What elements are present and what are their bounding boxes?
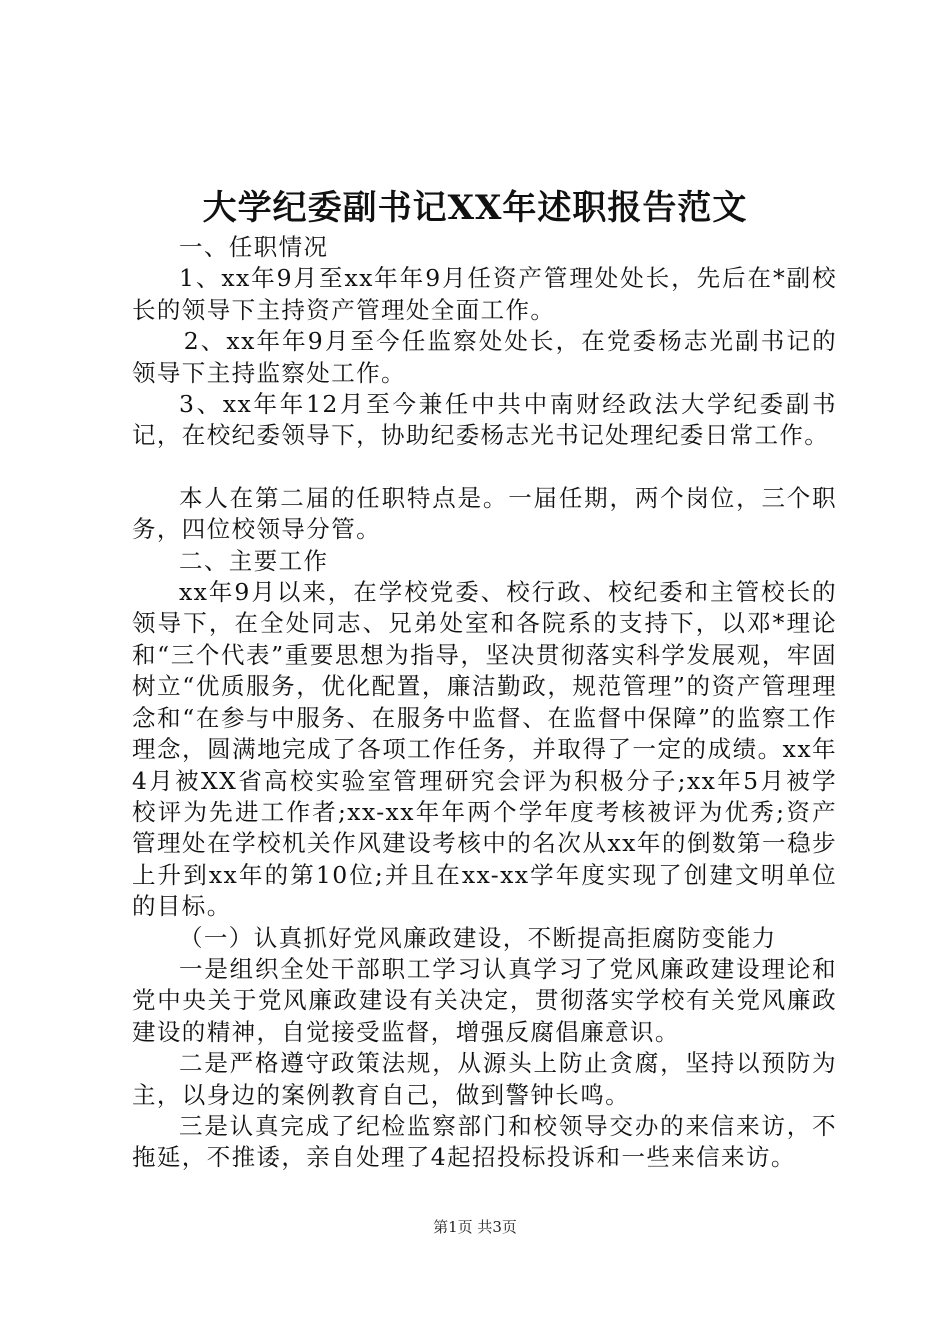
section-heading-appointment: 一、任职情况 — [179, 233, 329, 261]
paragraph-item-3: 3、xx年年12月至今兼任中共中南财经政法大学纪委副书记，在校纪委领导下，协助纪委杨志光书记处理纪委日常工作。 — [132, 390, 837, 450]
paragraph-point-3: 三是认真完成了纪检监察部门和校领导交办的来信来访，不拖延，不推诿，亲自处理了4起招投标投诉和一些来信来访。 — [132, 1111, 837, 1172]
paragraph-item-1: 1、xx年9月至xx年年9月任资产管理处处长，先后在*副校长的领导下主持资产管理处全面工作。 — [132, 264, 837, 324]
subsection-heading-1: （一）认真抓好党风廉政建设，不断提高拒腐防变能力 — [179, 923, 777, 952]
document-body — [132, 232, 837, 1174]
paragraph-overview: xx年9月以来，在学校党委、校行政、校纪委和主管校长的领导下，在全处同志、兄弟处室和各院系的支持下，以邓*理论和“三个代表”重要思想为指导，坚决贯彻落实科学发展观，牢固树立“优质服务，优化配置，廉洁勤政，规范管理”的资产管理理念和“在参与中服务、在服务中监督、在监督中保障”的监察工作理念，圆满地完成了各项工作任务，并取得了一定的成绩。xx年4月被XX省高校实验室管理研究会评为积极分子;xx年5月被学校评为先进工作者;xx-xx年年两个学年度考核被评为优秀;资产管理处在学校机关作风建设考核中的名次从xx年的倒数第一稳步上升到xx年的第10位;并且在xx-xx学年度实现了创建文明单位的目标。 — [132, 578, 837, 921]
paragraph-point-1: 一是组织全处干部职工学习认真学习了党风廉政建设理论和党中央关于党风廉政建设有关决定，贯彻落实学校有关党风廉政建设的精神，自觉接受监督，增强反腐倡廉意识。 — [132, 954, 837, 1046]
paragraph-point-2: 二是严格遵守政策法规，从源头上防止贪腐，坚持以预防为主，以身边的案例教育自己，做到警钟长鸣。 — [132, 1049, 837, 1109]
document-title: 大学纪委副书记XX年述职报告范文 — [202, 188, 748, 228]
paragraph-item-2: 2、xx年年9月至今任监察处处长，在党委杨志光副书记的领导下主持监察处工作。 — [132, 327, 837, 387]
section-heading-main-work: 二、主要工作 — [179, 546, 329, 575]
paragraph-characteristics: 本人在第二届的任职特点是。一届任期，两个岗位，三个职务，四位校领导分管。 — [132, 483, 837, 544]
page-number-footer: 第1页 共3页 — [433, 1218, 517, 1236]
